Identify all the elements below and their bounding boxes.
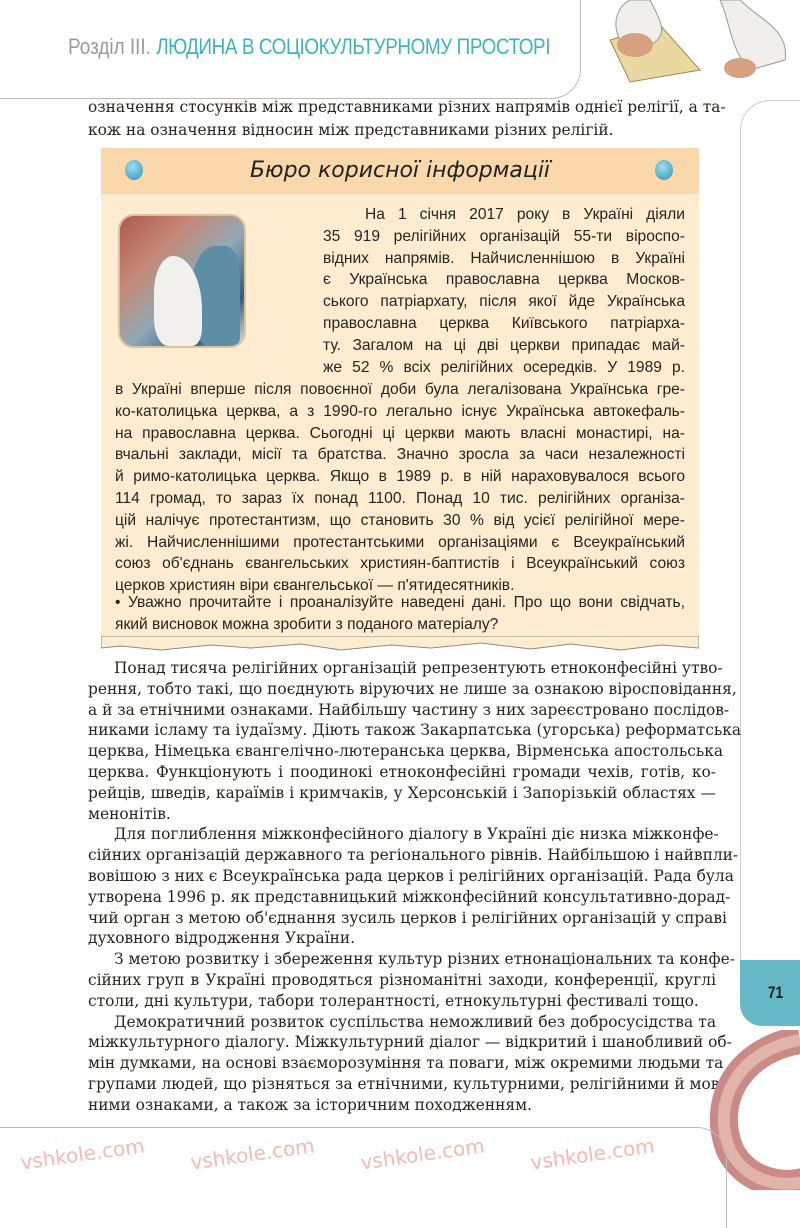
side-frame (740, 100, 800, 961)
text-line: ними ознаками, а також за історичним походженням. (88, 1095, 532, 1114)
info-box-text-beside-image (323, 204, 685, 378)
text-line: духовного відродження України. (88, 929, 356, 948)
paragraph (88, 1012, 732, 1116)
text-line: союз об'єднань євангельських християн-баптистів і Всеукраїнський союз (115, 555, 685, 573)
watermark: vshkole.com (528, 1133, 657, 1175)
text-line: церков християн віри євангельської — п'ятидесятників. (115, 577, 515, 595)
text-line: в Україні вперше після повоєнної доби була легалізована Українська гре- (115, 381, 685, 398)
text-line: столи, дні культури, табори толерантності, етнокультурні фестивалі тощо. (88, 991, 699, 1010)
watermark: vshkole.com (188, 1133, 317, 1175)
text-line: вчальні заклади, місії та братства. Значно зросла за часи незалежності (115, 446, 685, 464)
text-line: сійних організацій державного та регіонального рівнів. Найбільшою і найвпли- (88, 846, 739, 865)
text-line: кож на означення відносин між представниками різних релігій. (88, 120, 614, 139)
info-box-question (115, 592, 685, 636)
text-line: який висновок можна зробити з поданого матеріалу? (115, 615, 499, 633)
paragraph (88, 949, 735, 1011)
globe-icon (655, 160, 673, 180)
faces-illustration (118, 214, 246, 348)
text-line: є Українська православна церква Москов- (323, 271, 685, 289)
watermark: vshkole.com (18, 1133, 147, 1175)
text-line: відних напрямів. Найчисленнішою в Україні (323, 249, 685, 267)
text-line: На 1 січня 2017 року в Україні діяли (365, 206, 685, 223)
text-line: • Уважно прочитайте і проаналізуйте наведені дані. Про що вони свідчать, (115, 594, 685, 611)
running-header (68, 34, 550, 60)
text-line: на православна церква. Сьогодні ці церкви мають власні монастирі, на- (115, 424, 685, 442)
text-line: цій налічує протестантизм, що становить 30 % від усієї релігійної мере- (115, 511, 685, 529)
text-line: Для поглиблення міжконфесійного діалогу в Україні діє низка міжконфе- (114, 825, 719, 844)
intro-text (88, 96, 726, 141)
watermark: vshkole.com (358, 1133, 487, 1175)
text-line: мін думками, на основі взаєморозуміння та поваги, між окремими людьми та (88, 1054, 724, 1073)
text-line: групами людей, що різняться за етнічними, культурними, релігійними й мов- (88, 1074, 725, 1093)
text-line: сійних груп в Україні проводяться різноманітні заходи, конференції, круглі (88, 970, 716, 989)
section-title: ЛЮДИНА В СОЦІОКУЛЬТУРНОМУ ПРОСТОРІ (156, 34, 551, 59)
text-line: рейців, шведів, караїмів і кримчаків, у Херсонській і Запорізькій областях — (88, 783, 716, 802)
text-line: же 52 % всіх релігійних осередків. У 1989 р. (323, 358, 685, 376)
page-number-tab (740, 960, 800, 1026)
text-line: жі. Найчисленнішими протестантськими організаціями є Всеукраїнський (115, 533, 685, 551)
text-line: никами ісламу та іудаїзму. Діють також Закарпатська (угорська) реформатська (88, 721, 741, 740)
footer-frame (0, 1127, 727, 1228)
text-line: ського патріархату, після якої йде Українська (323, 293, 685, 311)
text-line: ко-католицька церква, а з 1990-го легально існує Українська автокефаль- (115, 402, 685, 420)
text-line: менонітів. (88, 804, 171, 823)
text-line: а й за етнічними ознаками. Найбільшу частину з них зареєстровано послідов- (88, 700, 730, 719)
text-line: ту. Загалом на ці дві церкви припадає май- (323, 336, 685, 354)
text-line: 114 громад, то зараз їх понад 1100. Понад 10 тис. релігійних організа- (115, 489, 685, 507)
paragraph (88, 824, 739, 949)
text-line: З метою розвитку і збереження культур різних етнонаціональних та конфе- (114, 950, 735, 969)
text-line: й римо-католицька церква. Якщо в 1989 р. в ній нараховувалося всього (115, 468, 685, 486)
text-line: рення, тобто такі, що поєднують віруючих не лише за ознакою віросповідання, (88, 679, 737, 698)
text-line: 35 919 релігійних організацій 55-ти віроспо- (323, 227, 685, 245)
page-number: 71 (767, 983, 783, 1002)
info-box-title: Бюро корисної інформації (101, 148, 699, 194)
info-box-text (115, 379, 685, 597)
section-label: Розділ ІІІ. (68, 34, 151, 59)
torn-paper-edge (101, 636, 699, 656)
text-line: Демократичний розвиток суспільства неможливий без добросусідства та (114, 1012, 716, 1031)
text-line: означення стосунків між представниками різних напрямів однієї релігії, а та- (88, 98, 726, 116)
text-line: міжкультурного діалогу. Міжкультурний діалог — відкритий і шанобливий об- (88, 1033, 732, 1052)
paragraph (88, 658, 741, 824)
text-line: Понад тисяча релігійних організацій репрезентують етноконфесійні утво- (114, 659, 723, 677)
text-line: утворена 1996 р. як представницький міжконфесійний консультативно-дорад- (88, 887, 731, 906)
hands-illustration-top (590, 0, 800, 85)
text-line: церква, Німецька євангелічно-лютеранська церква, Вірменська апостольська (88, 742, 724, 761)
text-line: чий орган з метою об'єднання зусиль церков і релігійних організацій у справі (88, 908, 727, 927)
text-line: православна церква Київського патріарха- (323, 314, 685, 332)
main-text (88, 658, 741, 1116)
text-line: церква. Функціонують і поодинокі етноконфесійні громади чехів, готів, ко- (88, 762, 716, 781)
text-line: вовішою з них є Всеукраїнська рада церков і релігійних організацій. Рада була (88, 866, 734, 885)
globe-icon (125, 160, 143, 180)
